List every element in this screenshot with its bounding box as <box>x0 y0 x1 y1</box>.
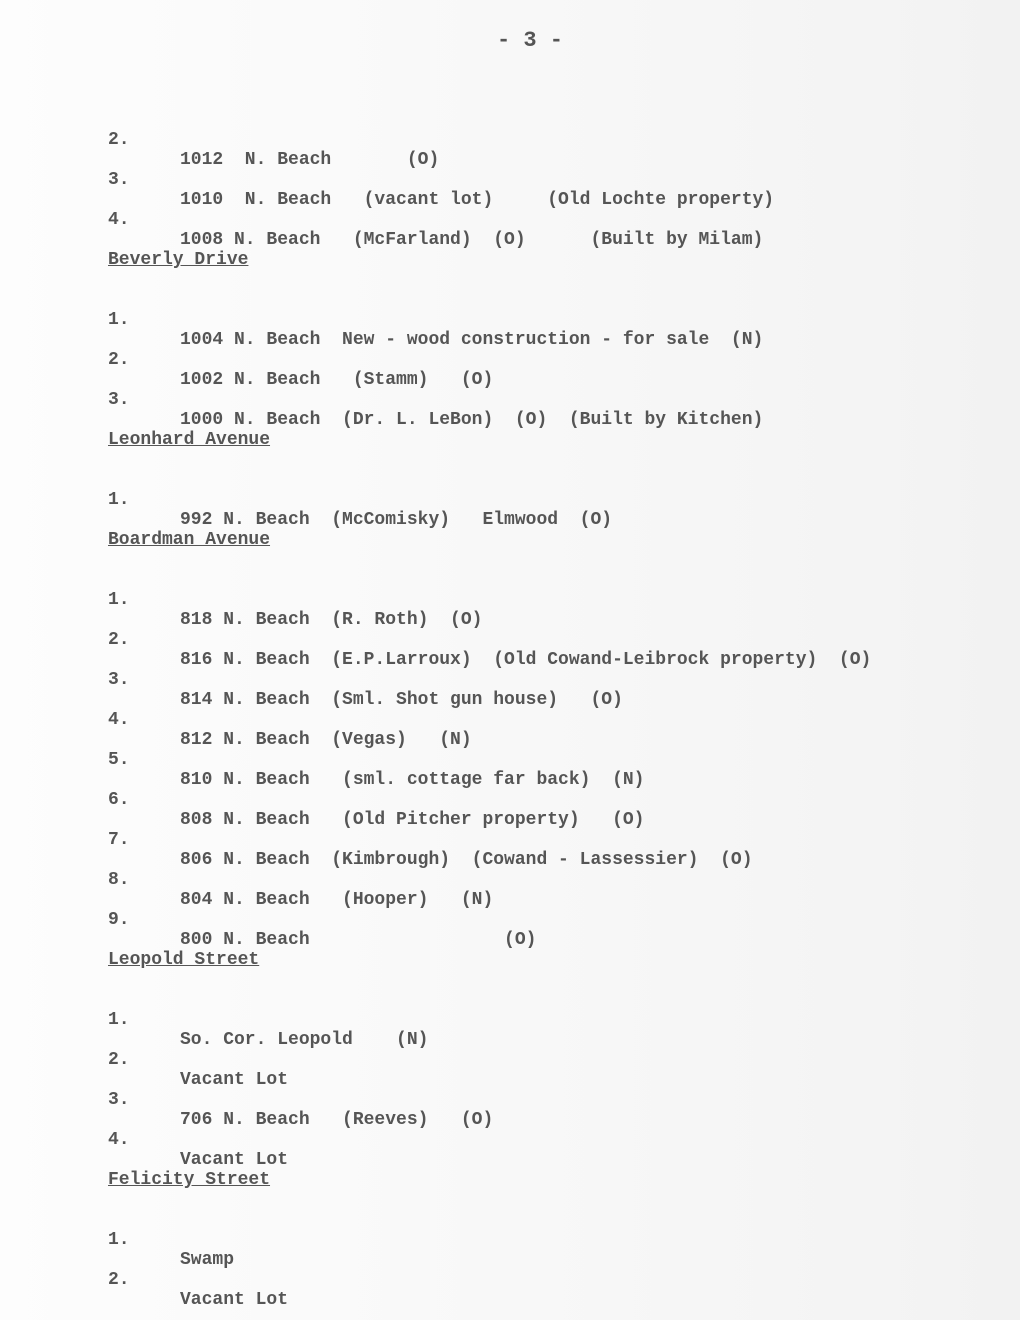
item-number: 5. <box>108 750 130 770</box>
list-item <box>0 110 440 170</box>
item-number: 6. <box>108 790 130 810</box>
item-number: 2. <box>108 350 130 370</box>
item-number: 3. <box>108 390 130 410</box>
item-text: 818 N. Beach (R. Roth) (O) <box>180 610 483 630</box>
item-text: 1004 N. Beach New - wood construction - for sale (N) <box>180 330 764 350</box>
item-number: 4. <box>108 210 130 230</box>
section-heading: Leonhard Avenue <box>108 430 271 450</box>
item-number: 2. <box>108 1270 130 1290</box>
item-text: So. Cor. Leopold (N) <box>180 1030 429 1050</box>
list-item <box>0 470 613 530</box>
section-heading: Felicity Street <box>108 1170 271 1190</box>
item-text: 1002 N. Beach (Stamm) (O) <box>180 370 494 390</box>
item-number: 1. <box>108 590 130 610</box>
item-number: 1. <box>108 1010 130 1030</box>
item-number: 1. <box>108 490 130 510</box>
item-text: 800 N. Beach (O) <box>180 930 537 950</box>
item-text: 808 N. Beach (Old Pitcher property) (O) <box>180 810 645 830</box>
list-item <box>0 990 429 1050</box>
item-number: 9. <box>108 910 130 930</box>
item-text: Vacant Lot <box>180 1290 289 1310</box>
item-number: 7. <box>108 830 130 850</box>
item-number: 1. <box>108 1230 130 1250</box>
list-item <box>0 1030 289 1090</box>
item-text: Swamp <box>180 1250 235 1270</box>
item-number: 2. <box>108 630 130 650</box>
item-number: 4. <box>108 710 130 730</box>
section-heading: Beverly Drive <box>108 250 249 270</box>
item-number: 2. <box>108 1050 130 1070</box>
item-text: 814 N. Beach (Sml. Shot gun house) (O) <box>180 690 623 710</box>
item-text: 810 N. Beach (sml. cottage far back) (N) <box>180 770 645 790</box>
list-item <box>0 1110 289 1170</box>
item-number: 8. <box>108 870 130 890</box>
list-item <box>0 570 483 630</box>
page-number: - 3 - <box>496 28 563 53</box>
item-text: 804 N. Beach (Hooper) (N) <box>180 890 494 910</box>
item-text: Vacant Lot <box>180 1070 289 1090</box>
item-number: 4. <box>108 1130 130 1150</box>
item-number: 3. <box>108 170 130 190</box>
item-text: 706 N. Beach (Reeves) (O) <box>180 1110 494 1130</box>
item-text: 1012 N. Beach (O) <box>180 150 440 170</box>
item-text: 816 N. Beach (E.P.Larroux) (Old Cowand-Leibrock property) (O) <box>180 650 872 670</box>
item-number: 3. <box>108 670 130 690</box>
item-text: 1010 N. Beach (vacant lot) (Old Lochte property) <box>180 190 775 210</box>
item-text: 1008 N. Beach (McFarland) (O) (Built by Milam) <box>180 230 764 250</box>
item-number: 2. <box>108 130 130 150</box>
item-text: Vacant Lot <box>180 1150 289 1170</box>
item-number: 3. <box>108 1090 130 1110</box>
item-text: 992 N. Beach (McComisky) Elmwood (O) <box>180 510 613 530</box>
section-heading: Boardman Avenue <box>108 530 271 550</box>
item-text: 1000 N. Beach (Dr. L. LeBon) (O) (Built by Kitchen) <box>180 410 764 430</box>
item-number: 1. <box>108 310 130 330</box>
list-item <box>0 1210 235 1270</box>
item-text: 812 N. Beach (Vegas) (N) <box>180 730 472 750</box>
item-text: 806 N. Beach (Kimbrough) (Cowand - Lassessier) (O) <box>180 850 753 870</box>
section-heading: Leopold Street <box>108 950 260 970</box>
list-item <box>0 290 764 350</box>
